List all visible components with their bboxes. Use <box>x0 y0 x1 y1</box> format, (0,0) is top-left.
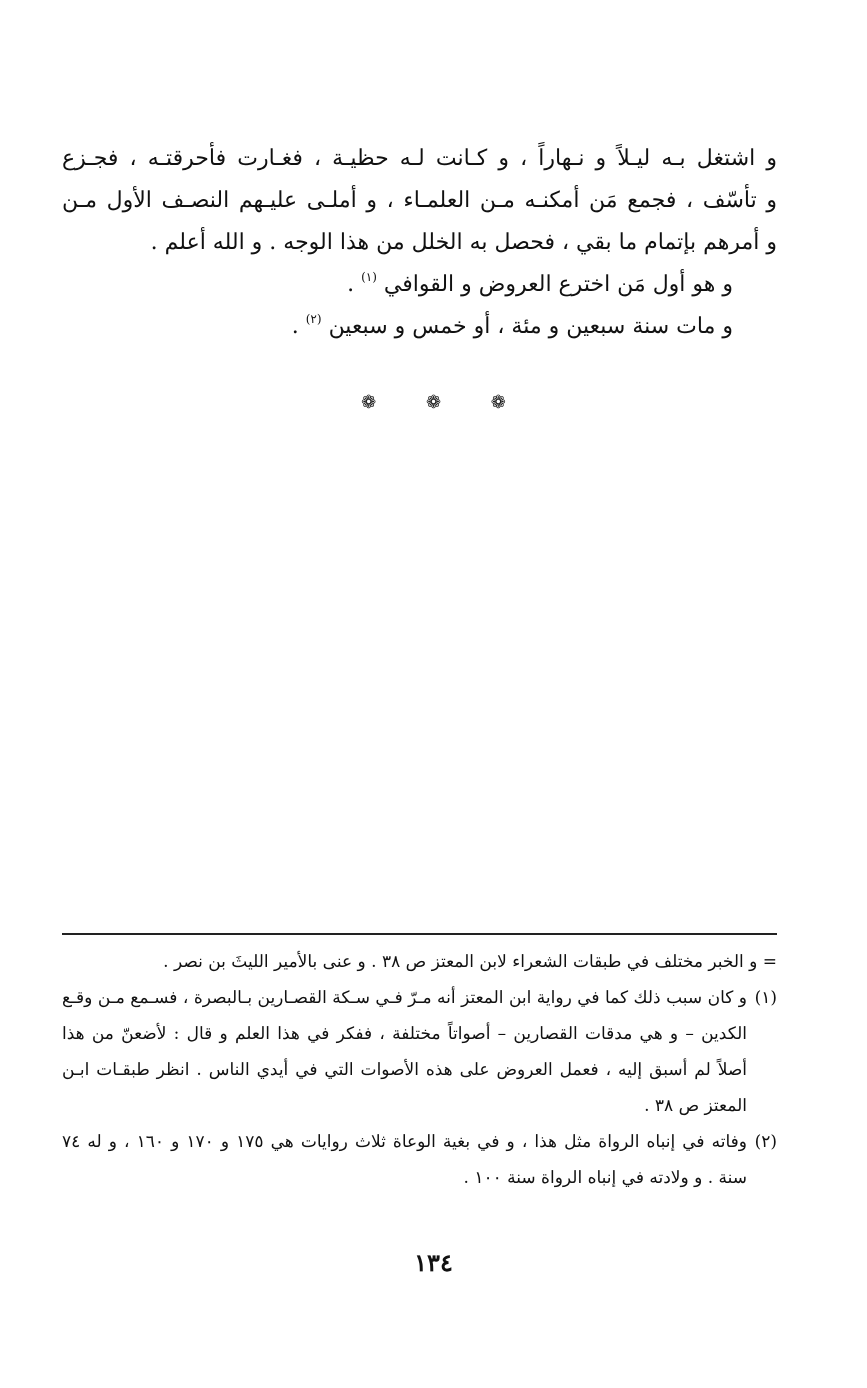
footnote-1-line-2: الكدين – و هي مدقات القصارين – أصواتاً مختلفة ، ففكر في هذا العلم و قال : لأضعنّ من هذا <box>62 1024 747 1044</box>
footnote-1-number: (١) <box>754 988 777 1008</box>
footnote-1-line-3: أصلاً لم أسبق إليه ، فعمل العروض على هذه الأصوات التي في أيدي الناس . انظر طبقـات ابـن <box>62 1060 747 1080</box>
body-line-4-text: و هو أول مَن اخترع العروض و القوافي <box>383 272 733 297</box>
body-line-1: و اشتغل بـه ليـلاً و نـهاراً ، و كـانت لـه حظيـة ، فغـارت فأحرقتـه ، فجـزع <box>62 146 777 171</box>
footnote-ref-1: (١) <box>361 270 377 284</box>
footnote-ref-2: (٢) <box>305 312 322 326</box>
footnote-continuation: = و الخبر مختلف في طبقات الشعراء لابن المعتز ص ٣٨ . و عنى بالأمير الليثَ بن نصر . <box>163 952 777 972</box>
body-line-4 <box>62 264 777 306</box>
footnote-2-text-1: وفاته في إنباه الرواة مثل هذا ، و في بغية الوعاة ثلاث روايات هي ١٧٥ و ١٧٠ و ١٦٠ ، و له ٧٤ <box>62 1132 747 1152</box>
body-line-3: و أمرهم بإتمام ما بقي ، فحصل به الخلل من هذا الوجه . و الله أعلم . <box>150 230 777 255</box>
footnote-2-line-1 <box>62 1124 777 1160</box>
footnote-1-line-4: المعتز ص ٣٨ . <box>644 1096 747 1116</box>
footnote-2-line-2: سنة . و ولادته في إنباه الرواة سنة ١٠٠ . <box>463 1168 747 1188</box>
footnote-1-text-1: و كان سبب ذلك كما في رواية ابن المعتز أنه مـرّ فـي سـكة القصـارين بـالبصرة ، فسـمع مـن وقـع <box>62 988 747 1008</box>
footnote-1-line-1 <box>62 980 777 1016</box>
body-line-5 <box>62 306 777 348</box>
footnote-2-number: (٢) <box>754 1132 777 1152</box>
body-line-5-text: و مات سنة سبعين و مئة ، أو خمس و سبعين <box>328 314 733 339</box>
main-text <box>62 138 777 348</box>
body-line-5-end: . <box>291 314 299 339</box>
section-ornament-icon: ❁ ❁ ❁ <box>361 392 528 413</box>
footnotes <box>62 944 777 1196</box>
body-line-2: و تأسّف ، فجمع مَن أمكنـه مـن العلمـاء ، و أملـى عليـهم النصـف الأول مـن <box>62 188 777 213</box>
footnote-divider <box>62 933 777 935</box>
page-number: ١٣٤ <box>414 1248 453 1277</box>
body-line-4-end: . <box>347 272 355 297</box>
